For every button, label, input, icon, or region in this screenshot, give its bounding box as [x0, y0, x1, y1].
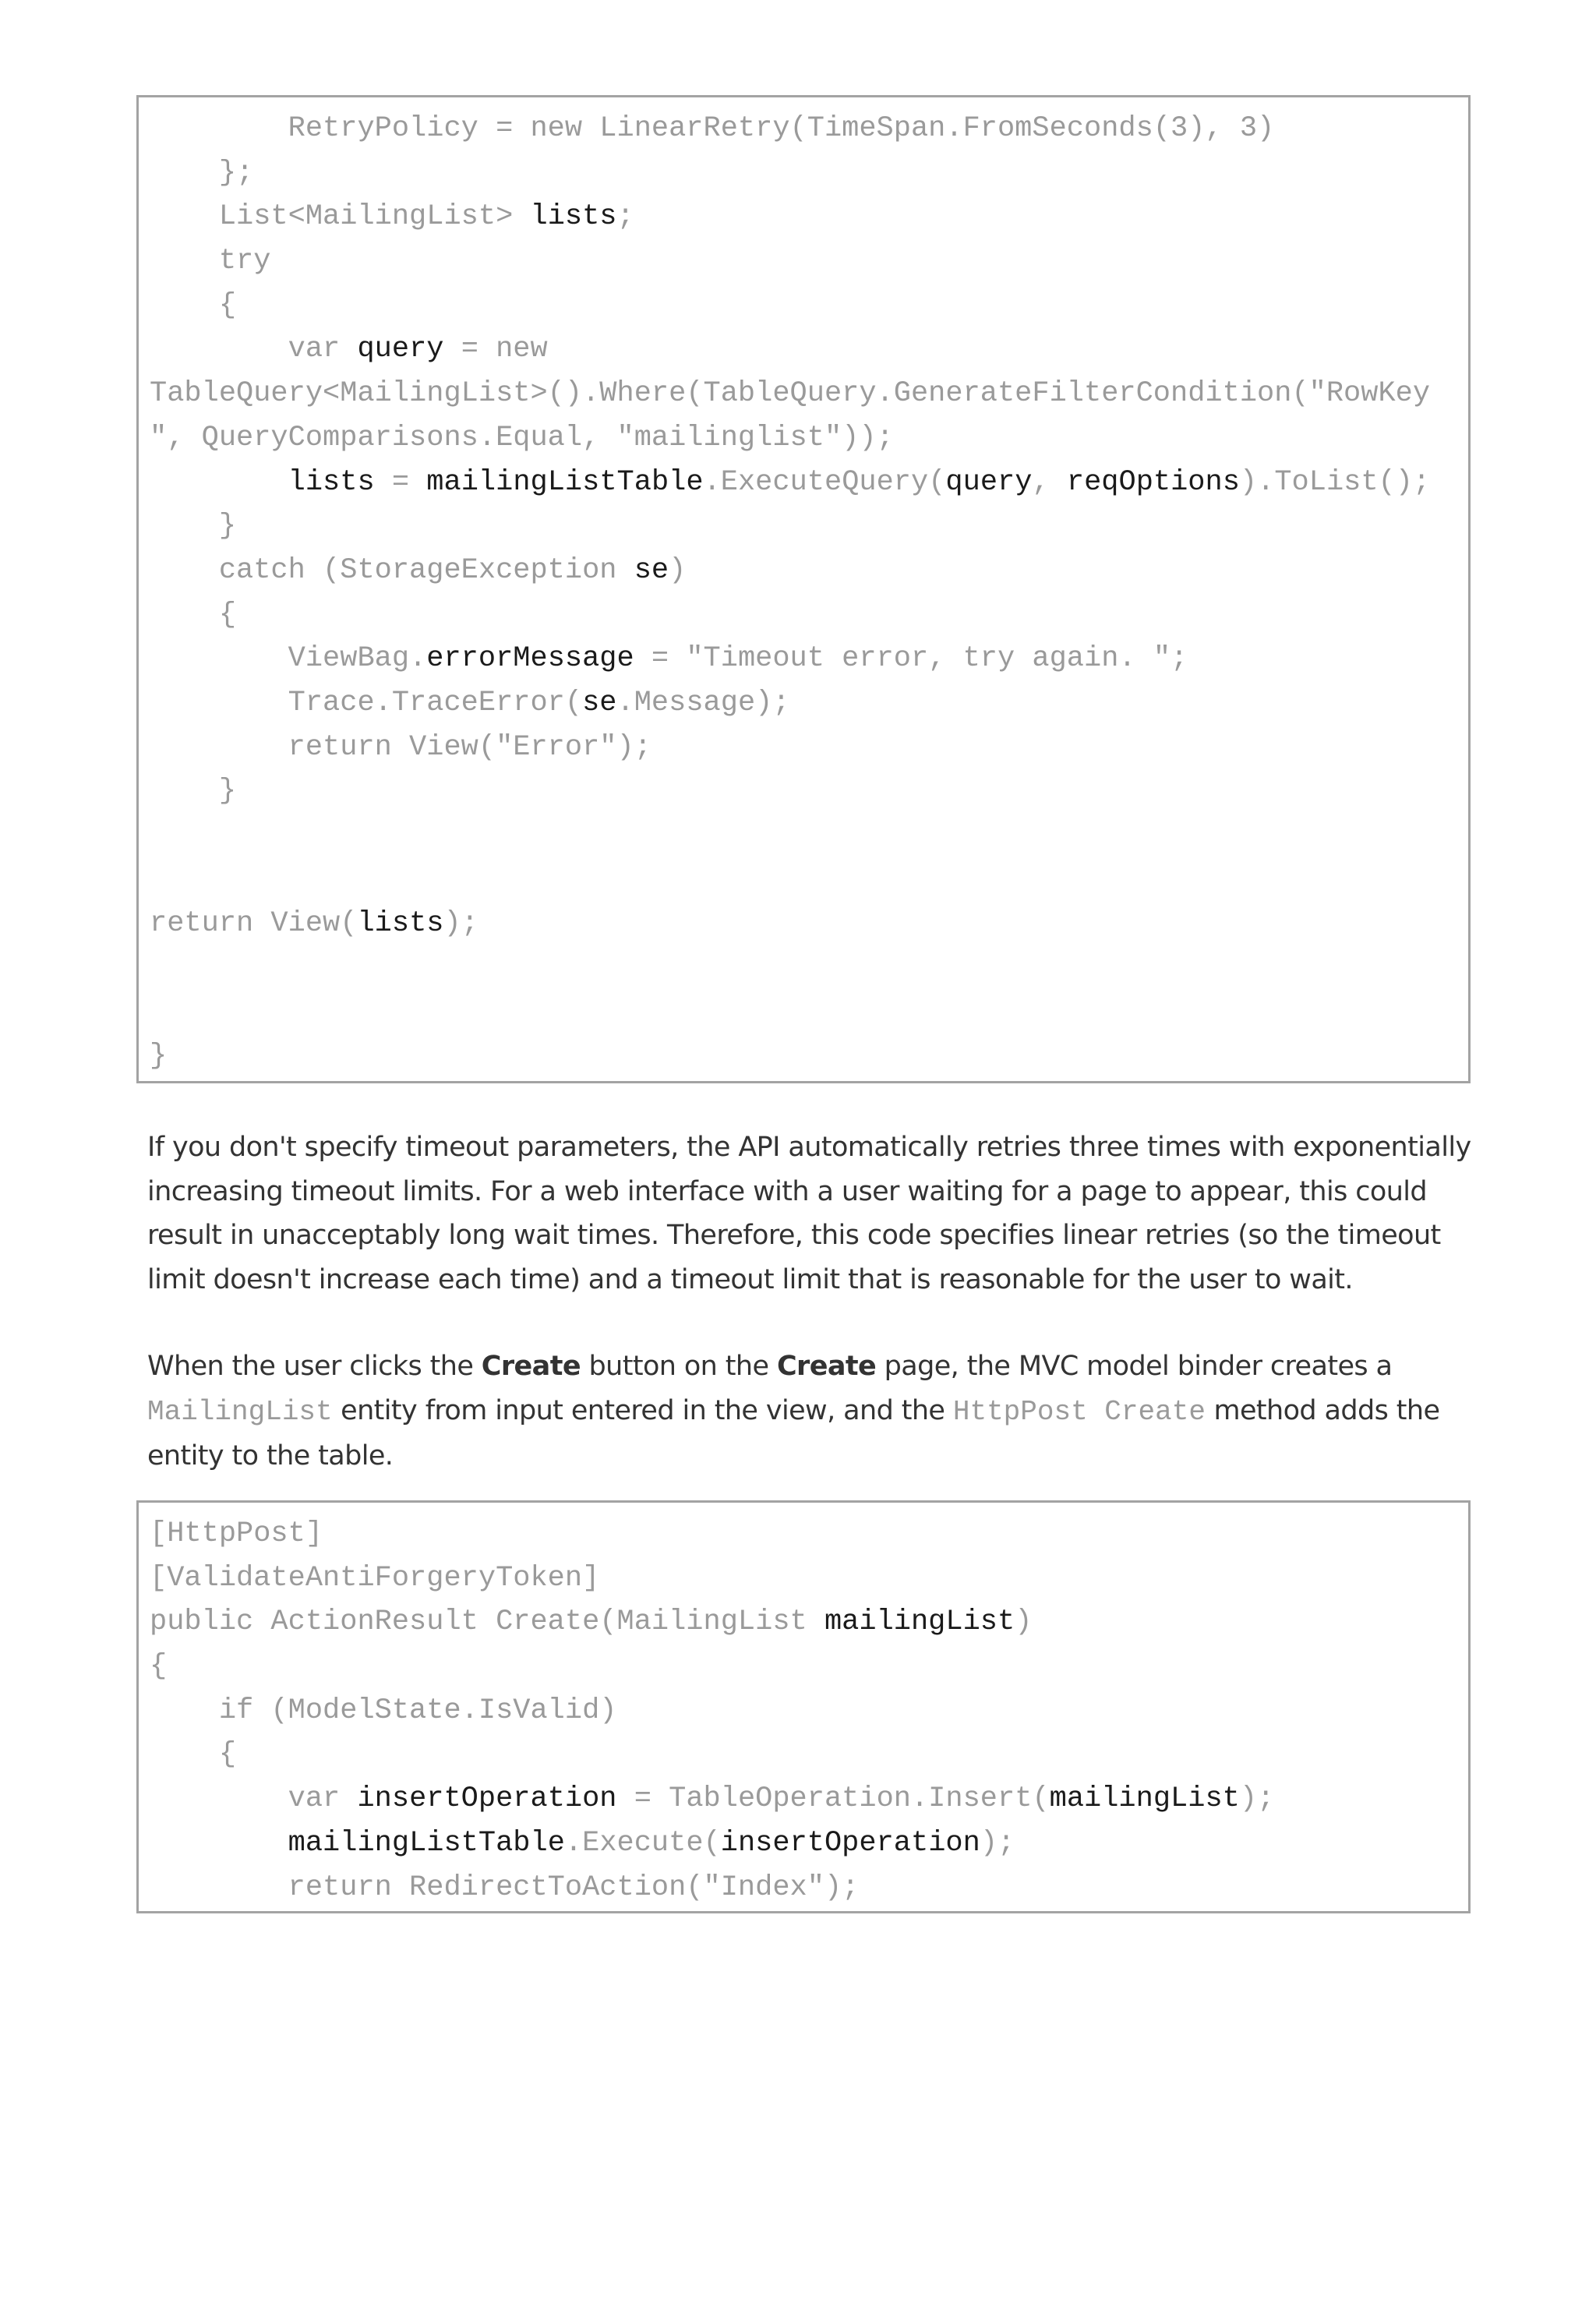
code-token: {	[150, 1738, 237, 1772]
code-token: );	[1239, 1782, 1275, 1816]
code-token: {	[150, 288, 237, 322]
code-line	[139, 1866, 1468, 1910]
code-token	[150, 1827, 288, 1860]
code-token: = new	[443, 333, 548, 366]
code-token: )	[1015, 1606, 1033, 1639]
code-token: [HttpPost]	[150, 1517, 323, 1550]
code-token: RetryPolicy = new LinearRetry(TimeSpan.FromSeconds(3), 3)	[150, 112, 1275, 145]
code-line	[139, 1821, 1468, 1866]
code-token: ,	[1032, 465, 1067, 499]
code-line	[139, 637, 1468, 681]
code-token: .Execute(	[564, 1826, 721, 1860]
code-token: };	[150, 156, 254, 189]
code-token: }	[150, 775, 237, 808]
code-line	[139, 946, 1468, 991]
code-line	[139, 195, 1468, 239]
code-line	[139, 549, 1468, 593]
code-token: return View(	[150, 907, 358, 941]
code-token: return View("Error");	[150, 730, 651, 764]
code-token: }	[150, 1040, 168, 1073]
code-token: public ActionResult Create(MailingList	[150, 1606, 824, 1639]
code-token: {	[150, 598, 237, 631]
code-identifier: reqOptions	[1066, 465, 1240, 499]
code-line	[139, 1034, 1468, 1079]
code-identifier: query	[945, 465, 1033, 499]
code-line	[139, 284, 1468, 328]
code-identifier: se	[634, 553, 669, 587]
code-token: var	[150, 1782, 358, 1816]
code-line	[139, 504, 1468, 549]
text-segment: button on the	[580, 1351, 777, 1382]
code-identifier: insertOperation	[357, 1782, 617, 1816]
code-token: ViewBag.	[150, 642, 427, 676]
bold-create-page-ref: Create	[776, 1351, 877, 1382]
code-token: var	[150, 333, 358, 366]
code-line	[139, 814, 1468, 858]
code-line	[139, 902, 1468, 946]
code-token: }	[150, 510, 237, 543]
code-token: catch (StorageException	[150, 553, 634, 587]
code-block-retry-policy	[136, 95, 1471, 1083]
code-line	[139, 1645, 1468, 1689]
paragraph-timeout-explanation: If you don't specify timeout parameters, the API automatically retries three times with exponentially increasing timeout limits. For a web interface with a user waiting for a page to appear, this could result in unacceptably long wait times. Therefore, this code specifies linear retries (so the timeout limit doesn't increase each time) and a timeout limit that is reasonable for the user to wait.	[147, 1132, 1471, 1295]
code-token: List<MailingList>	[150, 200, 531, 234]
code-token: = "Timeout error, try again. ";	[634, 642, 1188, 676]
code-token: ;	[616, 200, 634, 234]
code-line	[139, 726, 1468, 770]
code-token: =	[374, 465, 427, 499]
inline-code-httppost-create: HttpPost Create	[952, 1395, 1206, 1428]
text-segment: When the user clicks the	[147, 1351, 482, 1382]
bold-create-button-ref: Create	[481, 1351, 581, 1382]
code-token: )	[669, 553, 687, 587]
code-identifier: query	[357, 333, 444, 366]
code-identifier: insertOperation	[720, 1826, 980, 1860]
code-token: ", QueryComparisons.Equal, "mailinglist"));	[150, 421, 894, 454]
code-line	[139, 1689, 1468, 1733]
code-line	[139, 769, 1468, 814]
code-token: ).ToList();	[1239, 465, 1431, 499]
code-line	[139, 416, 1468, 461]
code-line	[139, 151, 1468, 196]
code-identifier: lists	[288, 465, 375, 499]
code-identifier: lists	[530, 200, 617, 234]
code-token: if (ModelState.IsValid)	[150, 1694, 617, 1727]
code-line	[139, 858, 1468, 903]
code-line	[139, 1733, 1468, 1777]
code-token: );	[980, 1826, 1015, 1860]
code-line	[139, 327, 1468, 372]
code-line	[139, 461, 1468, 505]
code-token: );	[443, 907, 478, 941]
code-line	[139, 107, 1468, 151]
text-segment: entity from input entered in the view, and the	[332, 1394, 953, 1426]
code-identifier: mailingListTable	[288, 1826, 565, 1860]
code-line	[139, 1777, 1468, 1821]
code-line	[139, 681, 1468, 726]
code-line	[139, 1512, 1468, 1556]
code-line	[139, 991, 1468, 1035]
code-line	[139, 372, 1468, 416]
code-token: .Message);	[616, 686, 790, 719]
code-token: = TableOperation.Insert(	[616, 1782, 1050, 1816]
code-token: [ValidateAntiForgeryToken]	[150, 1561, 600, 1595]
code-block-httppost-create	[136, 1500, 1471, 1913]
code-identifier: lists	[357, 907, 444, 941]
code-token: .ExecuteQuery(	[703, 465, 946, 499]
code-token: Trace.TraceError(	[150, 686, 583, 719]
code-token: TableQuery<MailingList>().Where(TableQuery.GenerateFilterCondition("RowKey	[150, 377, 1431, 411]
code-line	[139, 593, 1468, 638]
code-line	[139, 1556, 1468, 1601]
code-identifier: se	[582, 686, 617, 719]
code-line	[139, 239, 1468, 284]
code-token: {	[150, 1650, 168, 1683]
code-identifier: mailingListTable	[426, 465, 704, 499]
paragraph-create-explanation	[147, 1344, 1472, 1479]
code-identifier: errorMessage	[426, 642, 634, 676]
inline-code-mailinglist: MailingList	[147, 1395, 333, 1428]
code-token: return RedirectToAction("Index");	[150, 1871, 860, 1904]
code-token: try	[150, 245, 271, 278]
code-identifier: mailingList	[824, 1606, 1015, 1639]
code-line	[139, 1600, 1468, 1645]
code-identifier: mailingList	[1049, 1782, 1240, 1816]
text-segment: method adds the entity to the table.	[147, 1394, 1440, 1472]
code-token	[150, 466, 288, 499]
text-segment: page, the MVC model binder creates a	[876, 1351, 1393, 1382]
